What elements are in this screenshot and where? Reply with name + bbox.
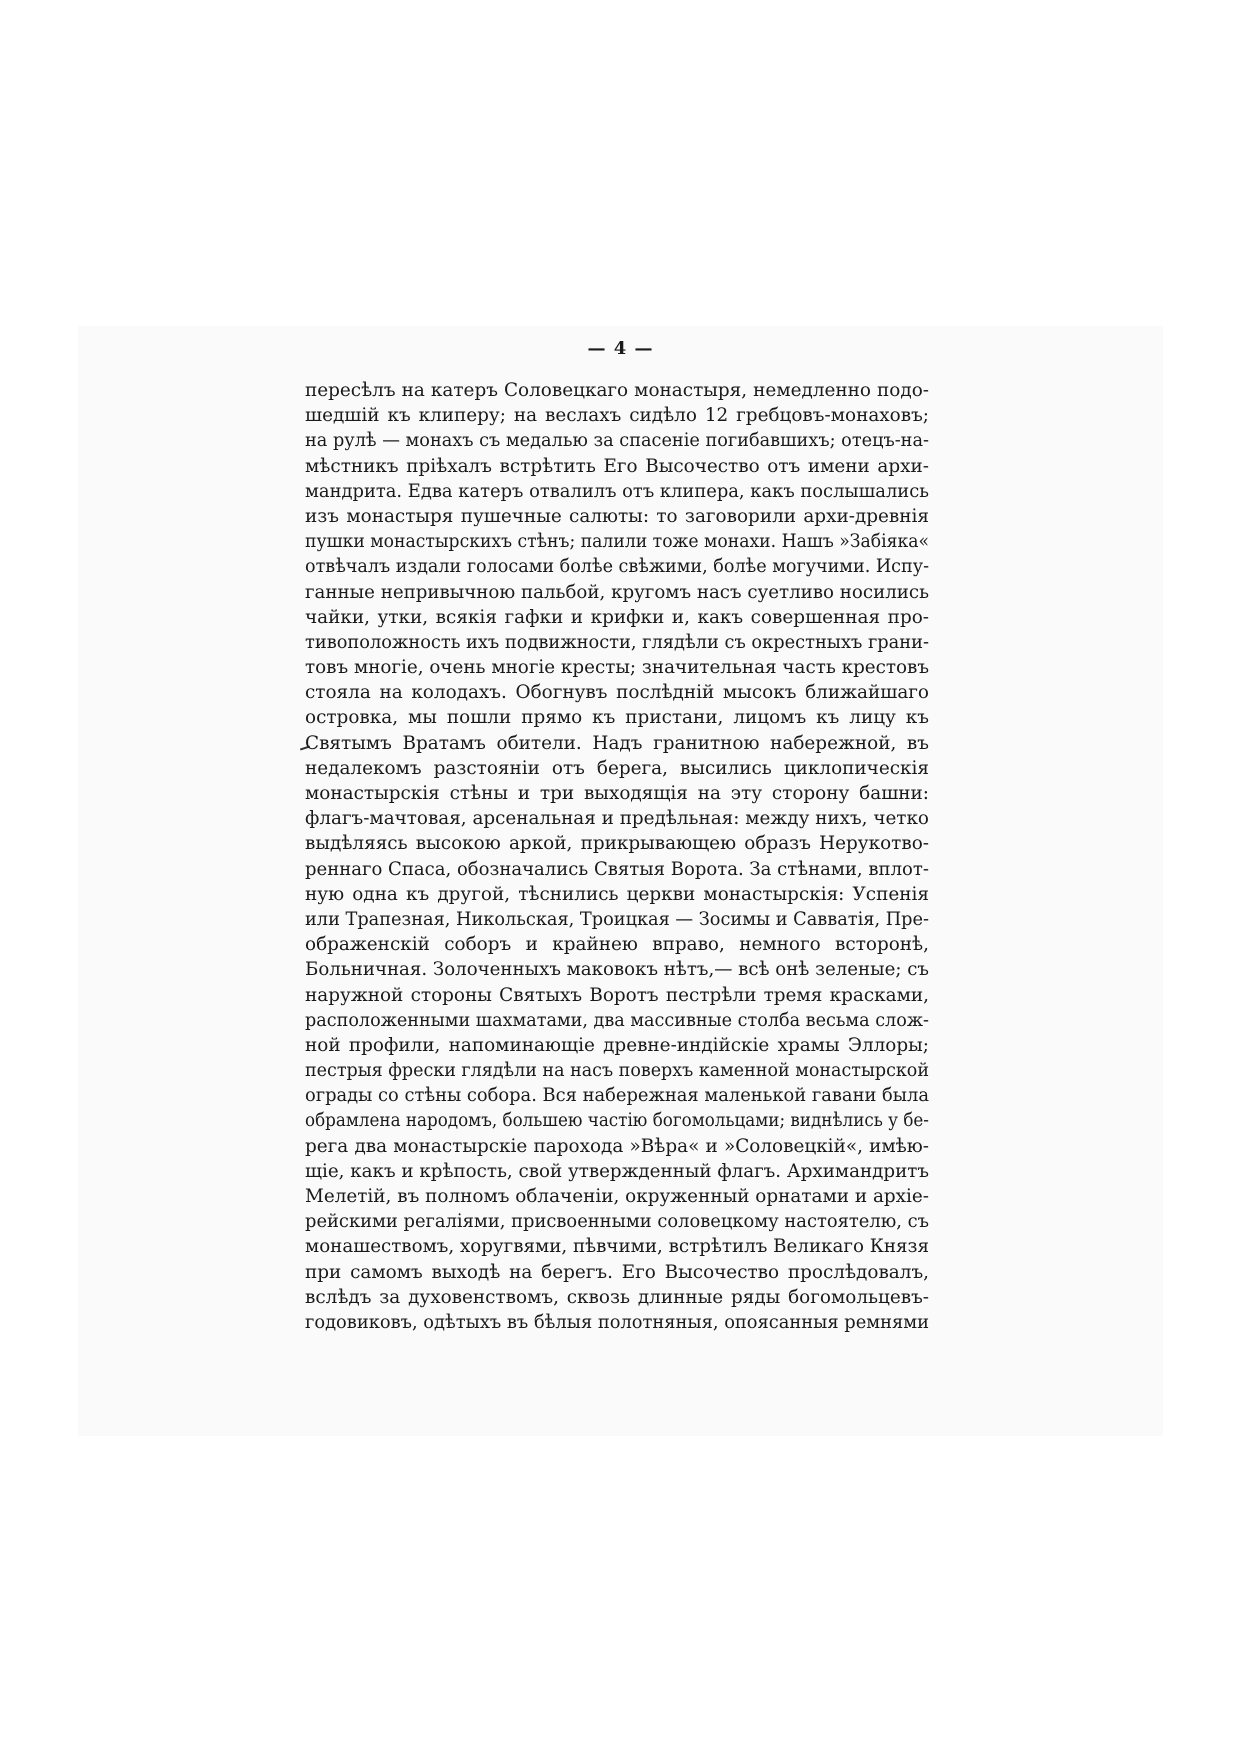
text-line: тивоположность ихъ подвижности, глядѣли съ окрестныхъ грани- xyxy=(305,631,929,653)
text-line: при самомъ выходѣ на берегъ. Его Высочество прослѣдовалъ, xyxy=(305,1261,929,1283)
text-line: щіе, какъ и крѣпость, свой утвержденный флагъ. Архимандритъ xyxy=(305,1160,929,1182)
text-line: или Трапезная, Никольская, Троицкая — Зосимы и Савватія, Пре- xyxy=(305,908,929,930)
text-line: выдѣляясь высокою аркой, прикрывающею образъ Нерукотво- xyxy=(305,833,929,855)
text-line: наружной стороны Святыхъ Воротъ пестрѣли тремя красками, xyxy=(305,984,929,1006)
text-line: ную одна къ другой, тѣснились церкви монастырскія: Успенія xyxy=(305,883,929,905)
text-line: пестрыя фрески глядѣли на насъ поверхъ каменной монастырской xyxy=(305,1060,930,1082)
page-number: — 4 — xyxy=(587,338,654,359)
text-line: Святымъ Вратамъ обители. Надъ гранитною набережной, въ xyxy=(305,732,929,754)
text-line: монашествомъ, хоругвями, пѣвчими, встрѣтилъ Великаго Князя xyxy=(305,1236,930,1258)
text-line: флагъ-мачтовая, арсенальная и предѣльная: между нихъ, четко xyxy=(305,808,929,830)
body-text xyxy=(305,378,929,1335)
text-line: вслѣдъ за духовенствомъ, сквозь длинные ряды богомольцевъ- xyxy=(305,1286,929,1308)
text-line: ограды со стѣны собора. Вся набережная маленькой гавани была xyxy=(305,1085,929,1107)
text-line: мандрита. Едва катеръ отвалилъ отъ клипера, какъ послышались xyxy=(305,480,929,502)
text-line: ганные непривычною пальбой, кругомъ насъ суетливо носились xyxy=(305,581,930,603)
text-line: рега два монастырскіе парохода »Вѣра« и »Соловецкій«, имѣю- xyxy=(305,1135,929,1157)
text-line: реннаго Спаса, обозначались Святыя Ворота. За стѣнами, вплот- xyxy=(305,858,929,880)
text-line: островка, мы пошли прямо къ пристани, лицомъ къ лицу къ xyxy=(305,707,929,729)
text-line: товъ многіе, очень многіе кресты; значительная часть крестовъ xyxy=(305,657,930,679)
text-line: пересѣлъ на катеръ Соловецкаго монастыря, немедленно подо- xyxy=(305,380,929,401)
text-line: изъ монастыря пушечные салюты: то заговорили архи-древнія xyxy=(305,505,929,527)
text-line: мѣстникъ пріѣхалъ встрѣтить Его Высочество отъ имени архи- xyxy=(305,455,929,477)
text-line: стояла на колодахъ. Обогнувъ послѣдній мысокъ ближайшаго xyxy=(305,682,929,704)
text-line: обрамлена народомъ, большею частію богомольцами; виднѣлись у бе- xyxy=(305,1110,929,1132)
text-line: чайки, утки, всякія гафки и крифки и, какъ совершенная про- xyxy=(305,606,929,628)
text-line: ной профили, напоминающіе древне-индійскіе храмы Эллоры; xyxy=(305,1034,929,1056)
text-line: рейскими регаліями, присвоенными соловецкому настоятелю, съ xyxy=(305,1211,930,1233)
text-line: шедшій къ клиперу; на веслахъ сидѣло 12 гребцовъ-монаховъ; xyxy=(305,405,929,427)
text-line: на рулѣ — монахъ съ медалью за спасеніе погибавшихъ; отецъ-на- xyxy=(305,430,930,452)
text-line: недалекомъ разстояніи отъ берега, высились циклопическія xyxy=(305,757,929,779)
text-line: пушки монастырскихъ стѣнъ; палили тоже монахи. Нашъ »Забіяка« xyxy=(305,531,929,553)
text-line: отвѣчалъ издали голосами болѣе свѣжими, болѣе могучими. Испу- xyxy=(305,556,930,578)
text-line: ображенскій соборъ и крайнею вправо, немного всторонѣ, xyxy=(305,934,929,956)
text-line: Больничная. Золоченныхъ маковокъ нѣтъ,— всѣ онѣ зеленые; съ xyxy=(305,959,929,981)
text-line: расположенными шахматами, два массивные столба весьма слож- xyxy=(305,1009,929,1031)
text-line: Мелетій, въ полномъ облаченіи, окруженный орнатами и архіе- xyxy=(305,1186,930,1207)
text-line: годовиковъ, одѣтыхъ въ бѣлыя полотняныя, опоясанныя ремнями xyxy=(305,1311,930,1333)
text-line: монастырскія стѣны и три выходящія на эту сторону башни: xyxy=(305,783,929,804)
